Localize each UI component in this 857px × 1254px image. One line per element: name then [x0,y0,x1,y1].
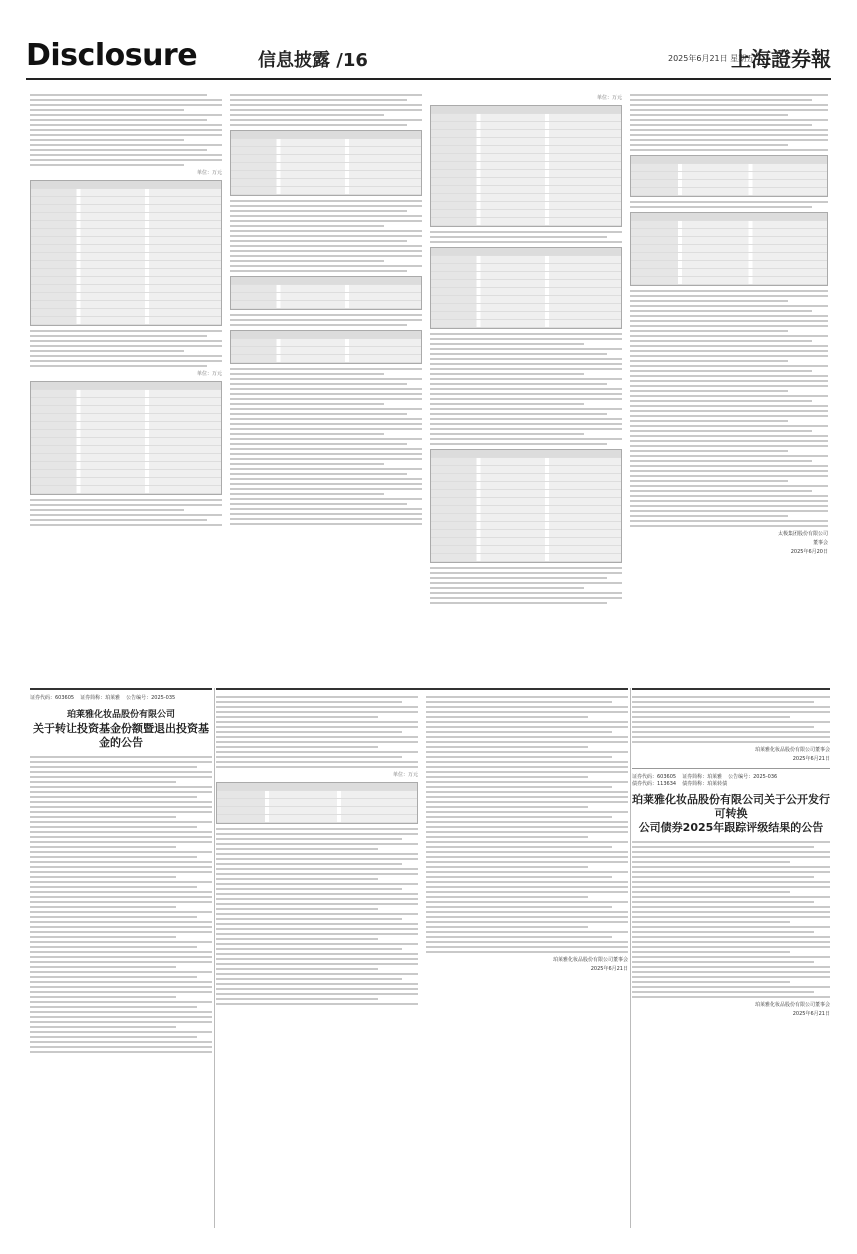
section-title: 信息披露 /16 [258,50,368,71]
financial-table [430,247,622,329]
financial-table [430,449,622,563]
column-divider [630,688,631,1228]
body-column-2 [230,94,422,664]
financial-table [230,276,422,310]
signature-board: 珀莱雅化妆品股份有限公司董事会 [552,957,628,963]
financial-table [30,180,222,326]
signature-board: 珀莱雅化妆品股份有限公司董事会 [754,747,830,753]
security-codes: 证券代码：603605 证券简称：珀莱雅 公告编号：2025-036 债券代码：113634 债券简称：珀莱转债 [632,774,778,787]
announcement-right [632,688,830,1230]
column-divider [214,688,215,1228]
financial-table [430,105,622,227]
signature-board: 董事会 [812,540,828,546]
newspaper-logo: 上海證券報 [731,47,831,71]
signature-date: 2025年6月21日 [792,1011,830,1017]
signature-board: 珀莱雅化妆品股份有限公司董事会 [754,1002,830,1008]
signature-company: 太极集团股份有限公司 [777,531,828,537]
financial-table [216,782,418,824]
publication-date: 2025年6月21日 星期五 [668,54,755,63]
financial-table [630,155,828,197]
signature-date: 2025年6月20日 [790,549,828,555]
body-column-3 [430,94,622,664]
financial-table [30,381,222,495]
financial-table [230,130,422,196]
body-column-1 [30,94,222,664]
signature-date: 2025年6月21日 [590,966,628,972]
security-codes: 证券代码：603605 证券简称：珀莱雅 公告编号：2025-035 [30,695,176,701]
masthead [26,34,831,80]
section-brand: Disclosure [26,38,198,73]
announcement-middle-body [216,688,628,1230]
announcement-title [632,793,830,835]
unit-label: 单位：万元 [392,772,418,778]
announcement-title: 关于转让投资基金份额暨退出投资基金的公告 [33,722,209,749]
unit-label: 单位：万元 [596,95,622,101]
announcement-title-line1: 珀莱雅化妆品股份有限公司关于公开发行可转换 [632,793,830,820]
financial-table [630,212,828,286]
announcement-title-line2: 公司债券2025年跟踪评级结果的公告 [638,821,824,834]
unit-label: 单位：万元 [196,371,222,377]
financial-table [230,330,422,364]
body-column-4 [630,94,828,664]
announcement-left [30,688,212,1230]
company-name: 珀莱雅化妆品股份有限公司 [66,710,175,720]
unit-label: 单位：万元 [196,170,222,176]
signature-date: 2025年6月21日 [792,756,830,762]
